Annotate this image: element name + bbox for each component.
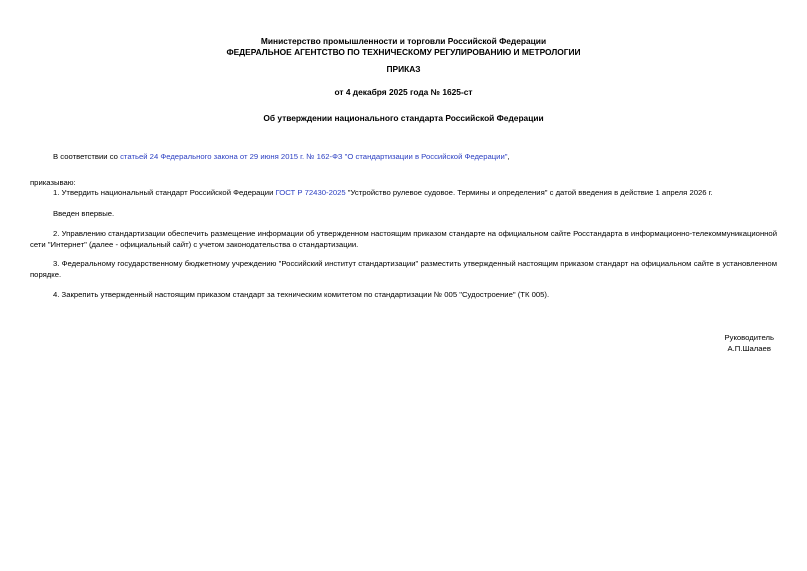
order-item-1 <box>30 188 777 199</box>
document-header <box>30 36 777 124</box>
ministry-name: Министерство промышленности и торговли Российской Федерации <box>260 36 547 46</box>
intro-suffix: , <box>507 152 510 161</box>
gost-standard-link[interactable]: ГОСТ Р 72430-2025 <box>275 188 346 197</box>
order-item-2: 2. Управлению стандартизации обеспечить размещение информации об утвержденном настоящим приказом стандарте на официальном сайте Росстандарта в информационно-телекоммуникационной сети "Интернет" (далее - официальный сайт) с учетом законодательства о стандартизации. <box>30 229 777 249</box>
signature-name: А.П.Шалаев <box>727 343 771 353</box>
document-date-number: от 4 декабря 2025 года № 1625-ст <box>334 87 473 97</box>
item-1-prefix: 1. Утвердить национальный стандарт Российской Федерации <box>53 188 276 197</box>
document-type: ПРИКАЗ <box>386 64 421 74</box>
intro-paragraph <box>30 152 777 163</box>
introduced-note: Введен впервые. <box>53 208 115 218</box>
document-title: Об утверждении национального стандарта Российской Федерации <box>263 113 544 123</box>
signature-position: Руководитель <box>724 332 774 342</box>
agency-name: ФЕДЕРАЛЬНОЕ АГЕНТСТВО ПО ТЕХНИЧЕСКОМУ РЕГУЛИРОВАНИЮ И МЕТРОЛОГИИ <box>226 47 581 57</box>
item-1-suffix: "Устройство рулевое судовое. Термины и определения" с датой введения в действие 1 апреля 2026 г. <box>345 188 713 197</box>
order-item-3: 3. Федеральному государственному бюджетному учреждению "Российский институт стандартизации" разместить утвержденный настоящим приказом стандарт на официальном сайте в установленном порядке. <box>30 259 777 279</box>
federal-law-link[interactable]: статьей 24 Федерального закона от 29 июня 2015 г. № 162-ФЗ "О стандартизации в Российской Федерации" <box>120 152 508 161</box>
intro-prefix: В соответствии со <box>53 152 121 161</box>
order-word: приказываю: <box>30 177 76 187</box>
signature-block <box>724 332 774 354</box>
document-body <box>30 152 777 354</box>
order-item-4: 4. Закрепить утвержденный настоящим приказом стандарт за техническим комитетом по стандартизации № 005 "Судостроение" (ТК 005). <box>53 290 550 299</box>
